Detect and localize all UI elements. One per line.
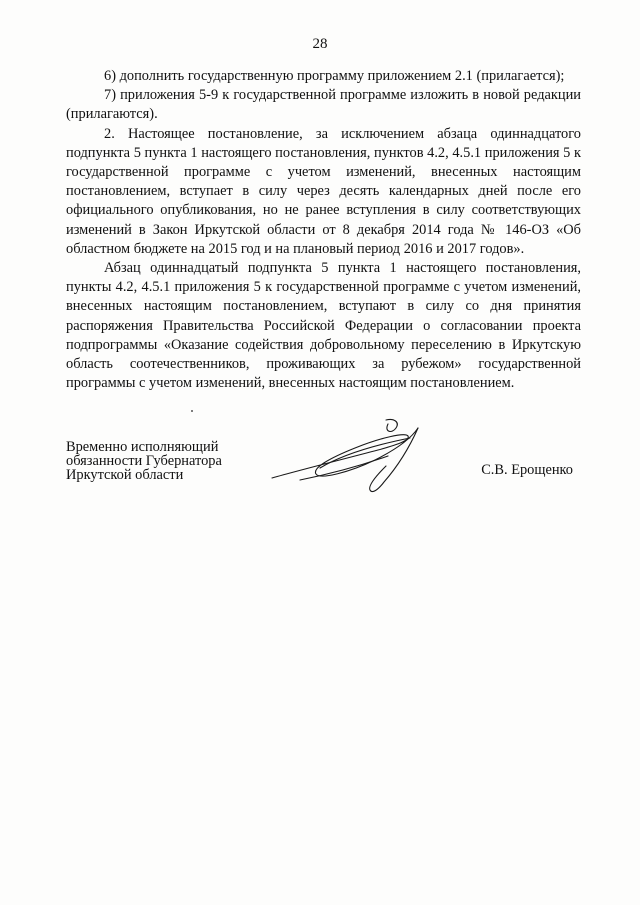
signer-title-line: Иркутской области — [66, 467, 184, 483]
handwritten-signature — [260, 410, 440, 500]
document-body — [66, 67, 581, 393]
signer-title-line: Временно исполняющий — [66, 439, 219, 455]
paragraph-eleventh-abzac: Абзац одиннадцатый подпункта 5 пункта 1 настоящего постановления, пункты 4.2, 4.5.1 приложения 5 к государственной программе с учетом изменений, внесенных настоящим постановлением, вступают в силу со дня принятия распоряжения Правительства Российской Федерации о согласовании проекта подпрограммы «Оказание содействия добровольному переселению в Иркутскую область соотечественников, проживающих за рубежом» государственной программы с учетом изменений, внесенных настоящим постановлением. — [66, 260, 581, 392]
paragraph-item-6: 6) дополнить государственную программу приложением 2.1 (прилагается); — [104, 68, 565, 84]
signer-title-line: обязанности Губернатора — [66, 453, 222, 469]
scan-speck — [191, 410, 193, 412]
page-number: 28 — [312, 36, 328, 52]
paragraph-item-7: 7) приложения 5-9 к государственной программе изложить в новой редакции (прилагаются). — [66, 87, 581, 123]
signer-title — [66, 440, 222, 482]
signer-name: С.В. Ерощенко — [481, 462, 573, 478]
paragraph-clause-2: 2. Настоящее постановление, за исключением абзаца одиннадцатого подпункта 5 пункта 1 настоящего постановления, пунктов 4.2, 4.5.1 приложения 5 к государственной программе с учетом изменений, внесенных настоящим постановлением, вступает в силу через десять календарных дней после его официального опубликования, но не ранее вступления в силу соответствующих изменений в Закон Иркутской области от 8 декабря 2014 года № 146-ОЗ «Об областном бюджете на 2015 год и на плановый период 2016 и 2017 годов». — [66, 125, 581, 257]
